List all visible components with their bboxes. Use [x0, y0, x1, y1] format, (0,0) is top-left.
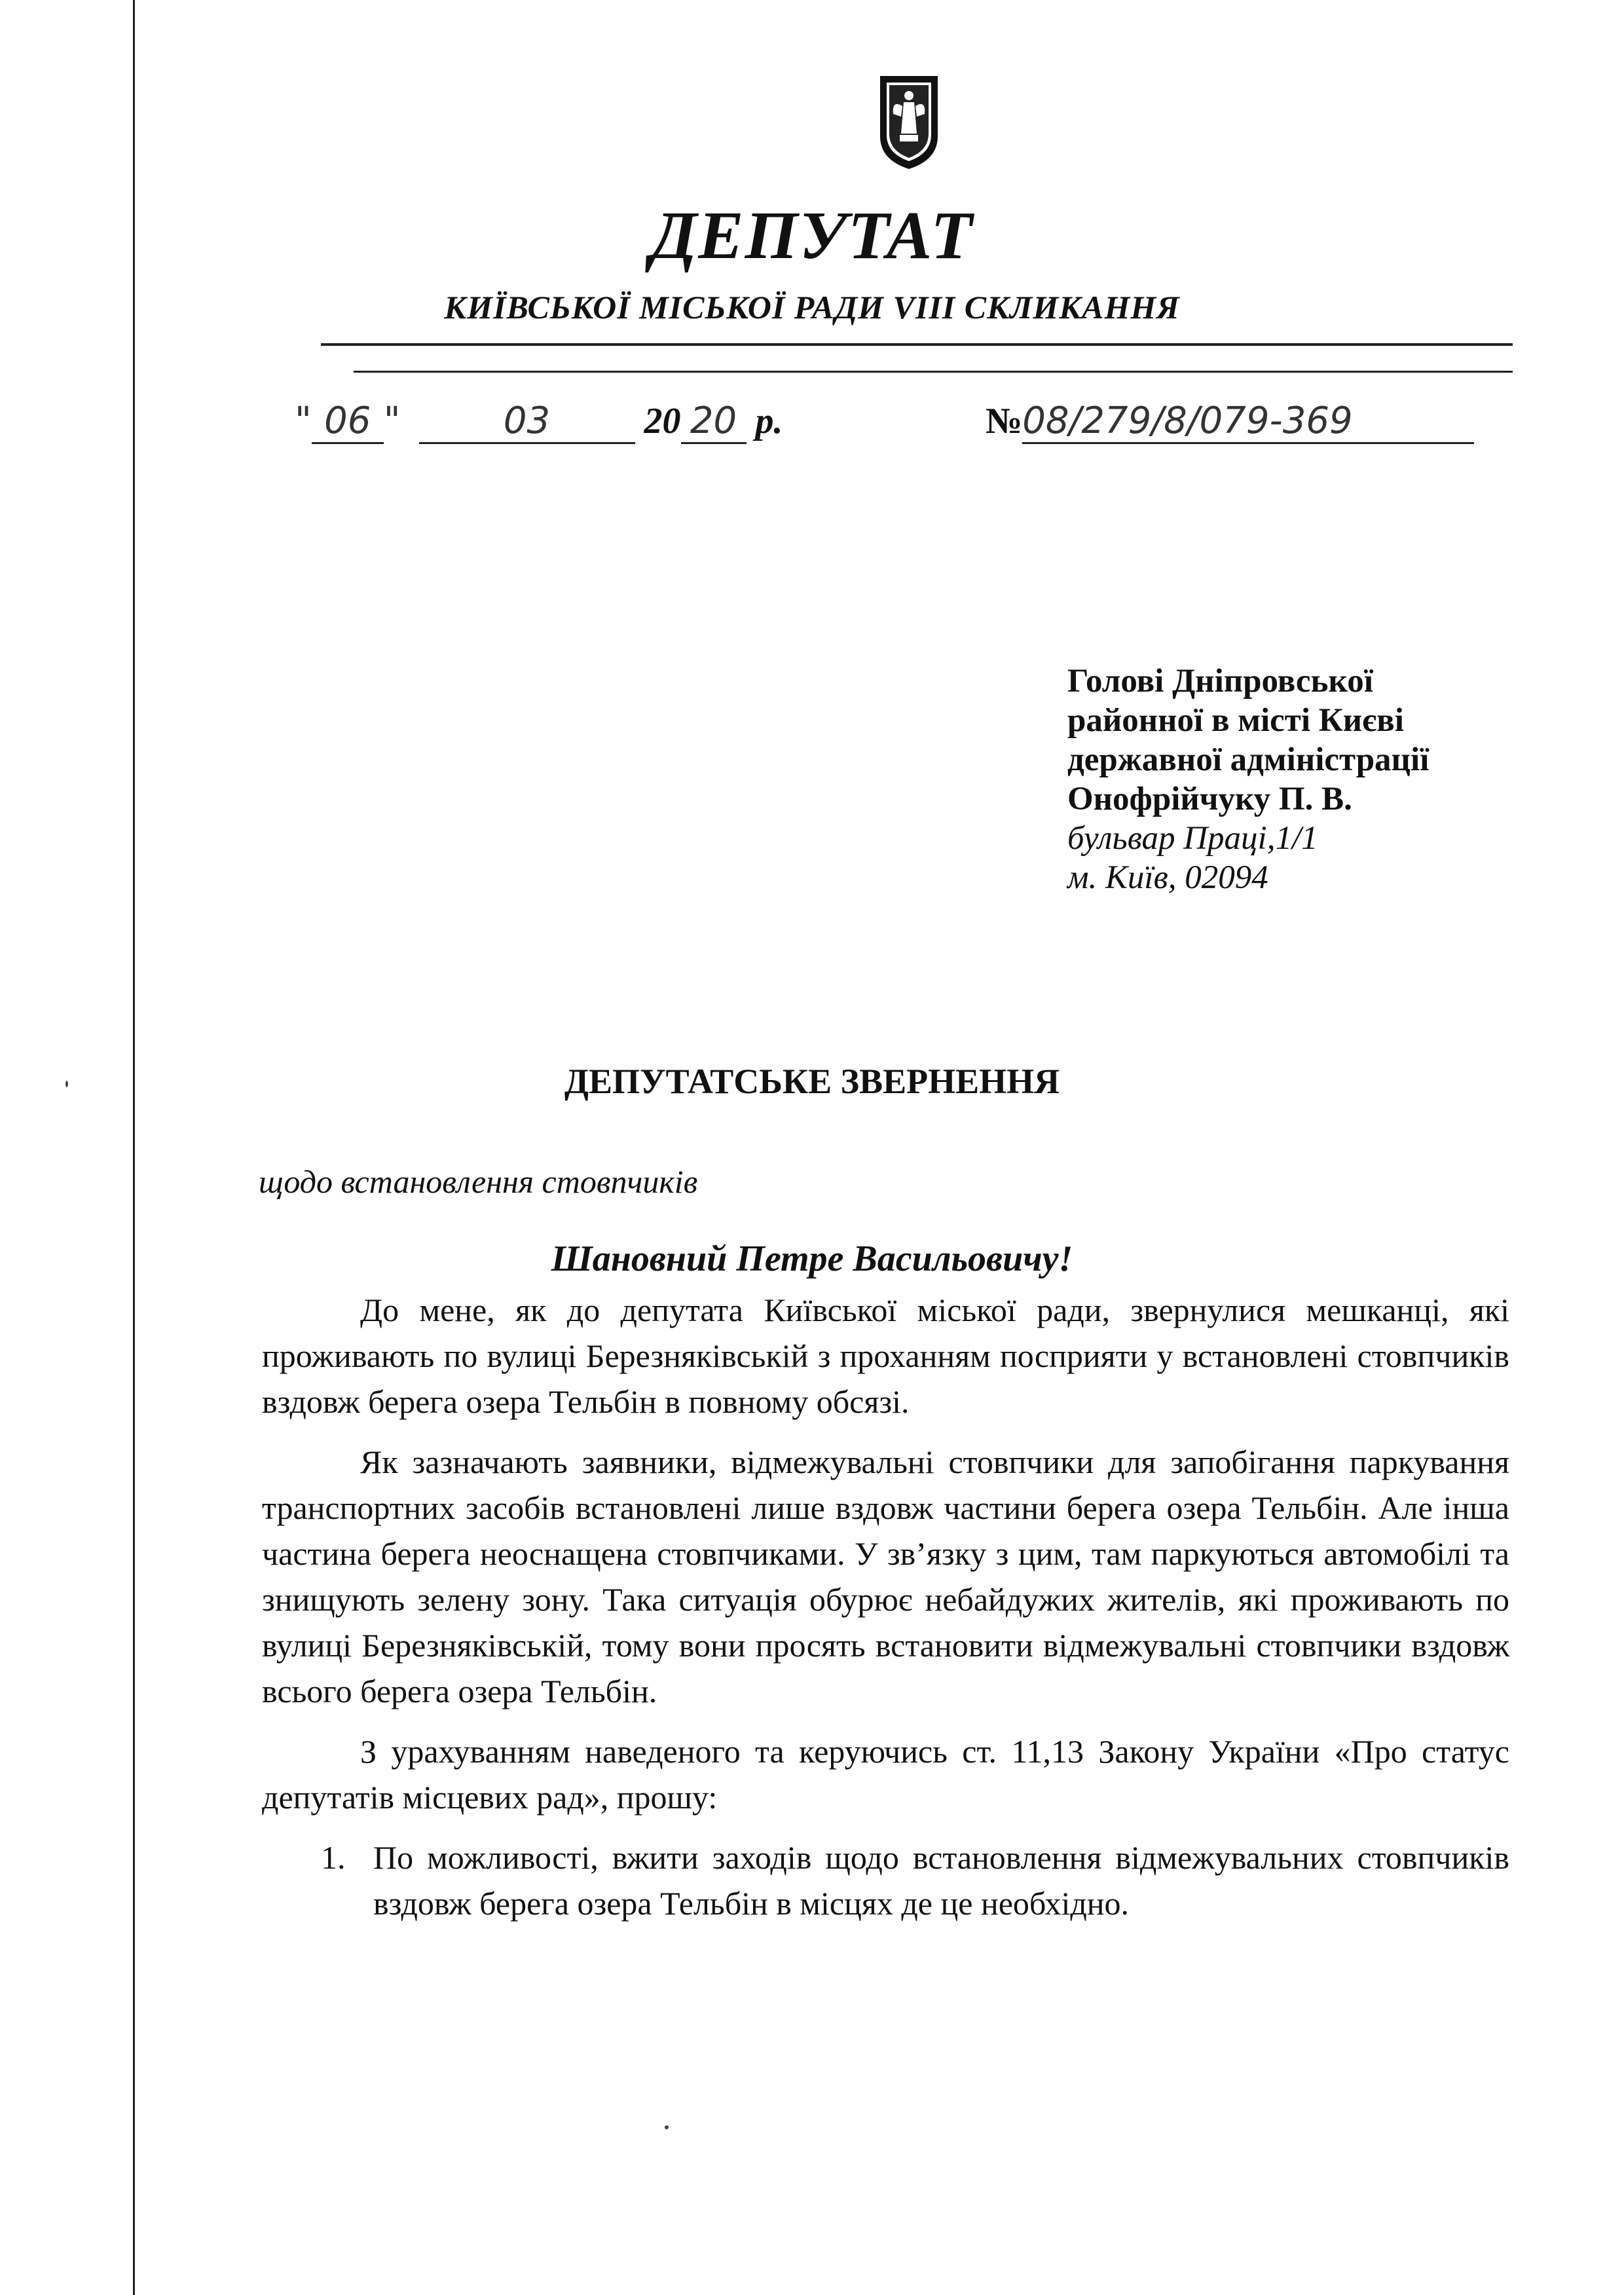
- scan-speck: [65, 1081, 68, 1087]
- list-item: [262, 1835, 1509, 1926]
- kyiv-coat-of-arms-icon: [877, 73, 940, 172]
- recipient-address-1: бульвар Праці,1/1: [1067, 820, 1318, 857]
- number-value: 08/279/8/079-369: [1022, 400, 1474, 444]
- header-title: ДЕПУТАТ: [650, 198, 974, 273]
- date-suffix: р.: [755, 401, 783, 441]
- date-day: 06: [312, 400, 384, 444]
- date-quote-close: ": [383, 400, 401, 442]
- list-item-text: По можливості, вжити заходів щодо встановлення відмежувальних стовпчиків вздовж берега озера Тельбін в місцях де це необхідно.: [373, 1839, 1509, 1922]
- list-item-number: 1.: [321, 1839, 346, 1876]
- document-heading: ДЕПУТАТСЬКЕ ЗВЕРНЕННЯ: [564, 1062, 1060, 1101]
- recipient-line-4: Онофрійчуку П. В.: [1067, 781, 1352, 817]
- recipient-line-1: Голові Дніпровської: [1067, 663, 1373, 700]
- document-date: [295, 400, 783, 444]
- left-margin-line: [133, 0, 135, 2295]
- recipient-line-2: районної в місті Києві: [1067, 702, 1404, 739]
- recipient-line-3: державної адміністрації: [1067, 741, 1430, 778]
- body-paragraph-1: До мене, як до депутата Київської міської ради, звернулися мешканці, які проживають по вулиці Березняківській з проханням посприяти у встановлені стовпчиків вздовж берега озера Тельбін в повному обсязі.: [262, 1292, 1509, 1420]
- number-prefix: №: [986, 401, 1023, 441]
- scan-speck: [665, 2125, 669, 2129]
- body-paragraph-3: З урахуванням наведеного та керуючись ст. 11,13 Закону України «Про статус депутатів місцевих рад», прошу:: [262, 1733, 1509, 1816]
- date-year-prefix: 20: [644, 401, 681, 441]
- recipient-address-2: м. Київ, 02094: [1067, 859, 1268, 896]
- date-month: 03: [419, 400, 635, 444]
- recipient-block: [1067, 662, 1429, 897]
- header-rule-bottom: [354, 371, 1513, 373]
- body-paragraph-2: Як зазначають заявники, відмежувальні стовпчики для запобігання паркування транспортних засобів встановлені лише вздовж частини берега озера Тельбін. Але інша частина берега неоснащена стовпчиками. У зв’язку з цим, там паркуються автомобілі та знищують зелену зону. Така ситуація обурює небайдужих жителів, які проживають по вулиці Березняківській, тому вони просять встановити відмежувальні стовпчики вздовж всього берега озера Тельбін.: [262, 1444, 1509, 1709]
- date-year-suffix: 20: [681, 400, 747, 444]
- header-rule-top: [321, 343, 1513, 346]
- document-body: [262, 1287, 1509, 1941]
- document-number: [986, 400, 1474, 444]
- salutation: Шановний Петре Васильовичу!: [551, 1239, 1073, 1279]
- header-subtitle: КИЇВСЬКОЇ МІСЬКОЇ РАДИ VIII СКЛИКАННЯ: [444, 289, 1180, 326]
- document-subject: щодо встановлення стовпчиків: [259, 1163, 698, 1200]
- date-quote-open: ": [295, 400, 312, 442]
